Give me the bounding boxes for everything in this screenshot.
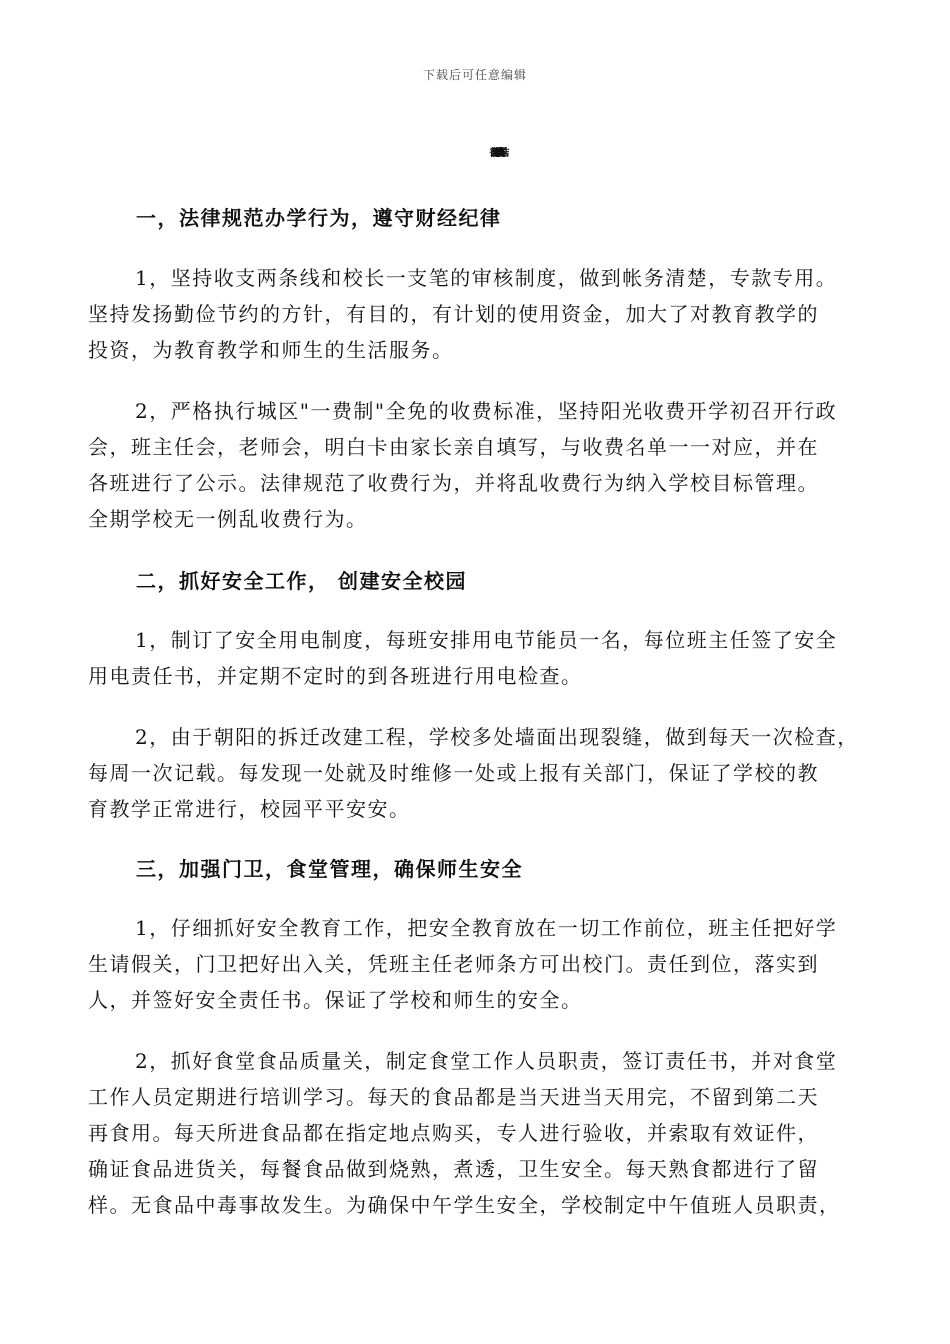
document-title: 2024行政部第一季度工作总结: [497, 148, 501, 159]
paragraph-line: 2，由于朝阳的拆迁改建工程，学校多处墙面出现裂缝，做到每天一次检查，: [135, 725, 859, 749]
paragraph-line: 人，并签好安全责任书。保证了学校和师生的安全。: [88, 988, 583, 1012]
section-heading-1: 一，法律规范办学行为，遵守财经纪律: [136, 206, 502, 230]
section-heading-2: 二，抓好安全工作， 创建安全校园: [136, 569, 467, 593]
paragraph-line: 1，坚持收支两条线和校长一支笔的审核制度，做到帐务清楚，专款专用。: [135, 266, 838, 290]
paragraph-line: 全期学校无一例乱收费行为。: [88, 507, 368, 531]
paragraph-line: 投资，为教育教学和师生的生活服务。: [88, 338, 454, 362]
paragraph-line: 育教学正常进行，校园平平安安。: [88, 797, 411, 821]
paragraph-line: 样。无食品中毒事故发生。为确保中午学生安全，学校制定中午值班人员职责，: [88, 1193, 841, 1217]
paragraph-line: 坚持发扬勤俭节约的方针，有目的，有计划的使用资金，加大了对教育教学的: [88, 302, 819, 326]
paragraph-line: 2，严格执行城区"一费制"全免的收费标准，坚持阳光收费开学初召开行政: [135, 399, 838, 423]
header-note: 下载后可任意编辑: [422, 68, 527, 82]
paragraph-line: 1，制订了安全用电制度，每班安排用电节能员一名，每位班主任签了安全: [135, 628, 838, 652]
paragraph-line: 用电责任书，并定期不定时的到各班进行用电检查。: [88, 664, 583, 688]
section-heading-3: 三，加强门卫，食堂管理，确保师生安全: [136, 857, 523, 881]
paragraph-line: 会，班主任会，老师会，明白卡由家长亲自填写，与收费名单一一对应，并在: [88, 435, 819, 459]
paragraph-line: 确证食品进货关，每餐食品做到烧熟，煮透，卫生安全。每天熟食都进行了留: [88, 1157, 819, 1181]
paragraph-line: 每周一次记载。每发现一处就及时维修一处或上报有关部门，保证了学校的教: [88, 761, 819, 785]
paragraph-line: 生请假关，门卫把好出入关，凭班主任老师条方可出校门。责任到位，落实到: [88, 952, 819, 976]
paragraph-line: 2，抓好食堂食品质量关，制定食堂工作人员职责，签订责任书，并对食堂: [135, 1049, 838, 1073]
paragraph-line: 再食用。每天所进食品都在指定地点购买，专人进行验收，并索取有效证件，: [88, 1121, 819, 1145]
paragraph-line: 各班进行了公示。法律规范了收费行为，并将乱收费行为纳入学校目标管理。: [88, 471, 819, 495]
paragraph-line: 工作人员定期进行培训学习。每天的食品都是当天进当天用完，不留到第二天: [88, 1085, 819, 1109]
paragraph-line: 1，仔细抓好安全教育工作，把安全教育放在一切工作前位，班主任把好学: [135, 916, 838, 940]
